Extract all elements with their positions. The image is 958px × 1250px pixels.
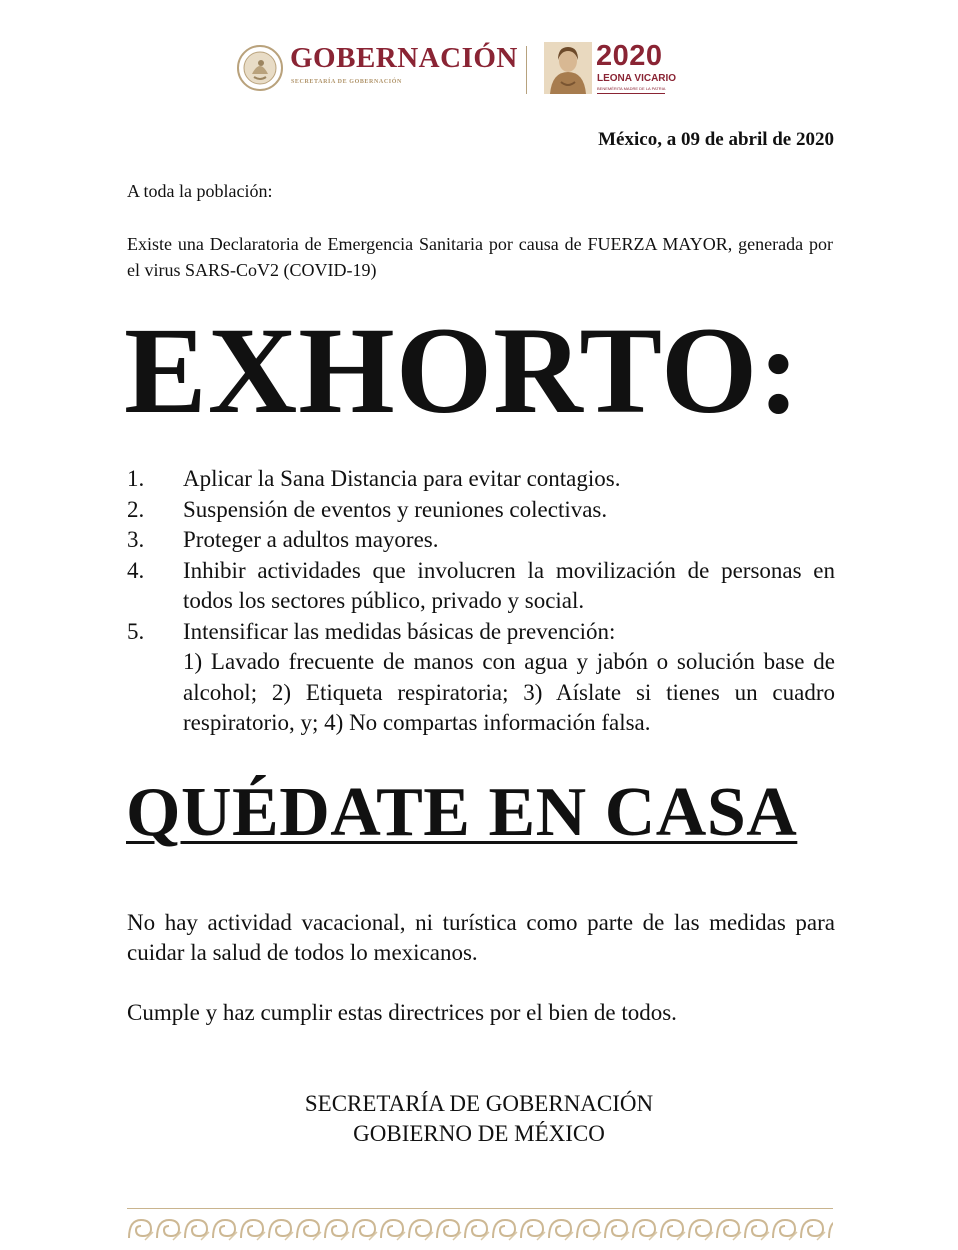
list-item-text: Proteger a adultos mayores. [183, 527, 439, 552]
footer-divider [127, 1208, 833, 1209]
list-item [127, 617, 835, 739]
list-item-text: Suspensión de eventos y reuniones colectivas. [183, 496, 608, 522]
call-to-action: QUÉDATE EN CASA [126, 774, 798, 851]
leona-vicario-portrait-icon [544, 42, 592, 94]
list-item-text: Inhibir actividades que involucren la movilización de personas en todos los sectores público, privado y social. [183, 557, 835, 613]
list-item-number: 2. [127, 496, 145, 522]
vacation-paragraph: No hay actividad vacacional, ni turística como parte de las medidas para cuidar la salud de todos lo mexicanos. [127, 910, 835, 965]
signature-line-ministry: SECRETARÍA DE GOBERNACIÓN [304, 1091, 654, 1116]
list-item-subtext: 1) Lavado frecuente de manos con agua y jabón o solución base de alcohol; 2) Etiqueta respiratoria; 3) Aíslate si tienes un cuadro respiratorio, y; 4) No compartas información falsa. [183, 649, 835, 735]
list-item-number: 5. [127, 618, 145, 644]
list-item [127, 495, 835, 526]
list-item [127, 556, 835, 617]
year-underline [597, 93, 665, 94]
list-item-number: 1. [127, 466, 145, 491]
list-item-number: 3. [127, 527, 145, 552]
header-divider [526, 46, 527, 94]
letter-date: México, a 09 de abril de 2020 [598, 129, 834, 150]
letterhead [236, 40, 696, 100]
compliance-paragraph: Cumple y haz cumplir estas directrices por el bien de todos. [127, 1000, 677, 1025]
intro-paragraph: Existe una Declaratoria de Emergencia Sanitaria por causa de FUERZA MAYOR, generada por el virus SARS-CoV2 (COVID-19) [127, 234, 833, 280]
year-subtitle: BENEMÉRITA MADRE DE LA PATRIA [597, 86, 666, 91]
signature-line-government: GOBIERNO DE MÉXICO [353, 1121, 605, 1146]
list-item-text: Aplicar la Sana Distancia para evitar contagios. [183, 466, 621, 491]
directive-list [127, 464, 835, 739]
list-item [127, 525, 835, 556]
list-item-text: Intensificar las medidas básicas de prevención: [183, 618, 616, 644]
greeting: A toda la población: [127, 181, 273, 201]
year-name: LEONA VICARIO [597, 73, 677, 84]
greca-pattern-icon [127, 1216, 833, 1242]
coat-of-arms-icon [236, 44, 284, 92]
headline: EXHORTO: [124, 302, 801, 439]
list-item [127, 464, 835, 495]
ministry-subtitle: SECRETARÍA DE GOBERNACIÓN [291, 79, 402, 85]
signature-block [0, 1089, 958, 1149]
year-title: 2020 [596, 40, 663, 72]
ministry-title: GOBERNACIÓN [290, 42, 518, 74]
list-item-number: 4. [127, 557, 145, 583]
